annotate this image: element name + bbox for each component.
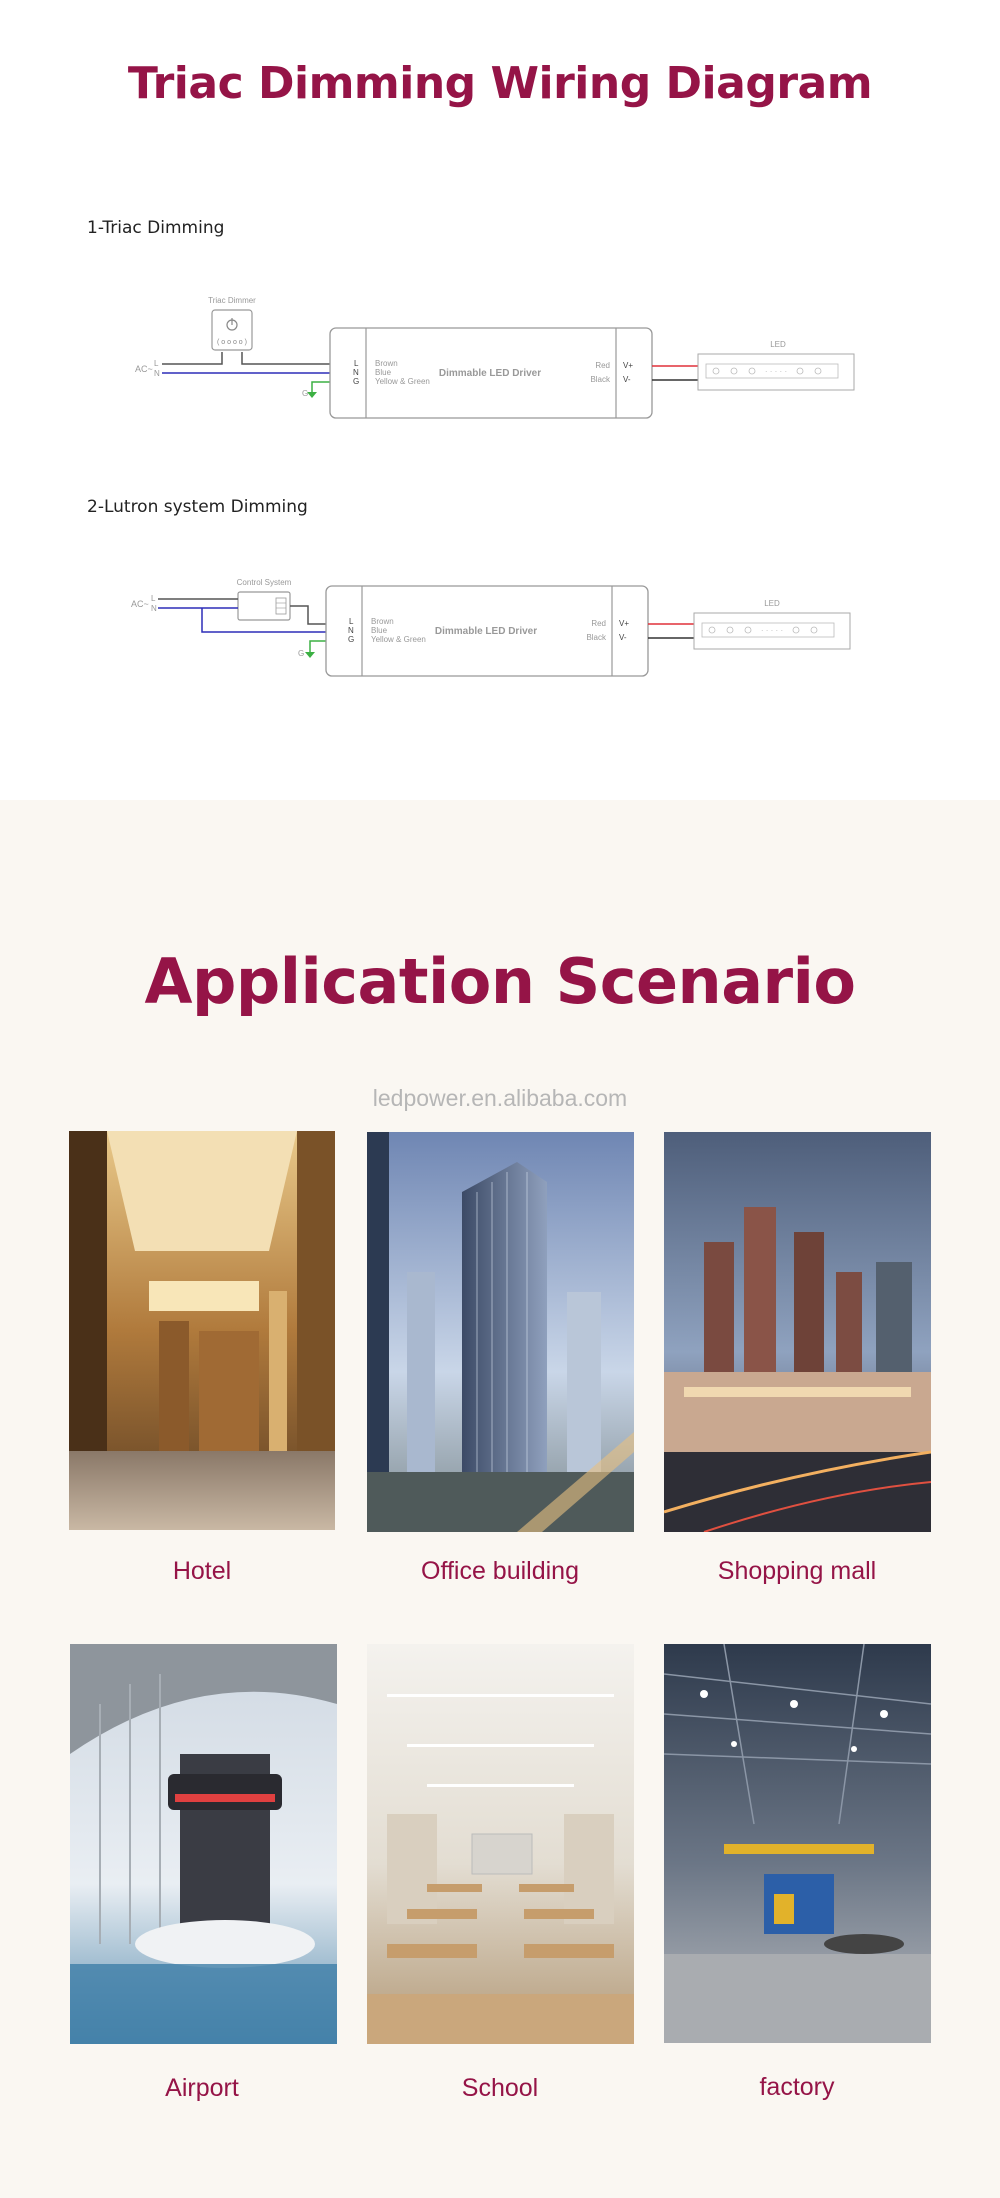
scenario-factory-label: factory bbox=[759, 2073, 835, 2101]
svg-text:· · · · ·: · · · · · bbox=[760, 626, 784, 635]
terminal-vminus-2: V- bbox=[619, 633, 627, 642]
dimmer-label: Triac Dimmer bbox=[208, 296, 256, 305]
classroom-photo bbox=[367, 1644, 634, 2044]
scenario-school-label: School bbox=[461, 2074, 539, 2102]
ground-icon-2 bbox=[305, 652, 315, 658]
control-system-label: Control System bbox=[236, 578, 292, 587]
wire-black-label-2: Black bbox=[586, 633, 606, 642]
ac-line-label-2: L bbox=[151, 594, 156, 603]
wire-blue-label-2: Blue bbox=[371, 626, 388, 635]
wire-ground-label: Yellow & Green bbox=[375, 377, 430, 386]
terminal-n-2: N bbox=[348, 626, 354, 635]
ac-label: AC~ bbox=[135, 364, 153, 374]
airport-terminal-photo bbox=[70, 1644, 337, 2044]
wiring-section bbox=[0, 0, 1000, 800]
scenario-airport-label: Airport bbox=[165, 2074, 239, 2102]
application-section-title: Application Scenario bbox=[144, 945, 856, 1018]
ac-label-2: AC~ bbox=[131, 599, 149, 609]
wire-ground-label-2: Yellow & Green bbox=[371, 635, 426, 644]
ac-line-label: L bbox=[154, 359, 159, 368]
terminal-vminus: V- bbox=[623, 375, 631, 384]
terminal-n: N bbox=[353, 368, 359, 377]
terminal-l-2: L bbox=[349, 617, 354, 626]
driver-name-2: Dimmable LED Driver bbox=[434, 626, 538, 637]
hotel-lobby-photo bbox=[69, 1131, 335, 1530]
ground-label: G bbox=[302, 389, 309, 398]
ac-neutral-label-2: N bbox=[151, 604, 157, 613]
led-label-2: LED bbox=[764, 599, 780, 608]
driver-name: Dimmable LED Driver bbox=[438, 368, 542, 379]
office-tower-photo bbox=[367, 1132, 634, 1532]
ground-label-2: G bbox=[298, 649, 305, 658]
terminal-l: L bbox=[354, 359, 359, 368]
scenario-office-label: Office building bbox=[421, 1557, 579, 1585]
lutron-wiring-diagram bbox=[0, 570, 1000, 680]
led-label: LED bbox=[770, 340, 786, 349]
diagram2-heading: 2-Lutron system Dimming bbox=[87, 497, 308, 517]
ac-neutral-label: N bbox=[154, 369, 160, 378]
wire-brown-label: Brown bbox=[375, 359, 398, 368]
factory-hall-photo bbox=[664, 1644, 931, 2043]
ground-icon bbox=[307, 392, 317, 398]
wire-blue-label: Blue bbox=[375, 368, 392, 377]
shopping-mall-photo bbox=[664, 1132, 931, 1532]
watermark: ledpower.en.alibaba.com bbox=[372, 1085, 628, 1111]
wire-red-label: Red bbox=[595, 361, 610, 370]
svg-text:( o o o o ): ( o o o o ) bbox=[217, 339, 247, 346]
wiring-section-title: Triac Dimming Wiring Diagram bbox=[127, 58, 873, 109]
scenario-hotel-label: Hotel bbox=[172, 1557, 232, 1585]
terminal-g: G bbox=[353, 377, 360, 386]
terminal-g-2: G bbox=[348, 635, 355, 644]
line-wire bbox=[162, 352, 222, 364]
scenario-mall-label: Shopping mall bbox=[717, 1557, 877, 1585]
terminal-vplus: V+ bbox=[623, 361, 634, 370]
terminal-vplus-2: V+ bbox=[619, 619, 630, 628]
svg-text:· · · · ·: · · · · · bbox=[764, 367, 788, 376]
wire-red-label-2: Red bbox=[591, 619, 606, 628]
wire-brown-label-2: Brown bbox=[371, 617, 394, 626]
wire-black-label: Black bbox=[590, 375, 610, 384]
triac-wiring-diagram bbox=[0, 280, 1000, 420]
diagram1-heading: 1-Triac Dimming bbox=[87, 218, 225, 238]
control-system-icon bbox=[238, 592, 290, 620]
